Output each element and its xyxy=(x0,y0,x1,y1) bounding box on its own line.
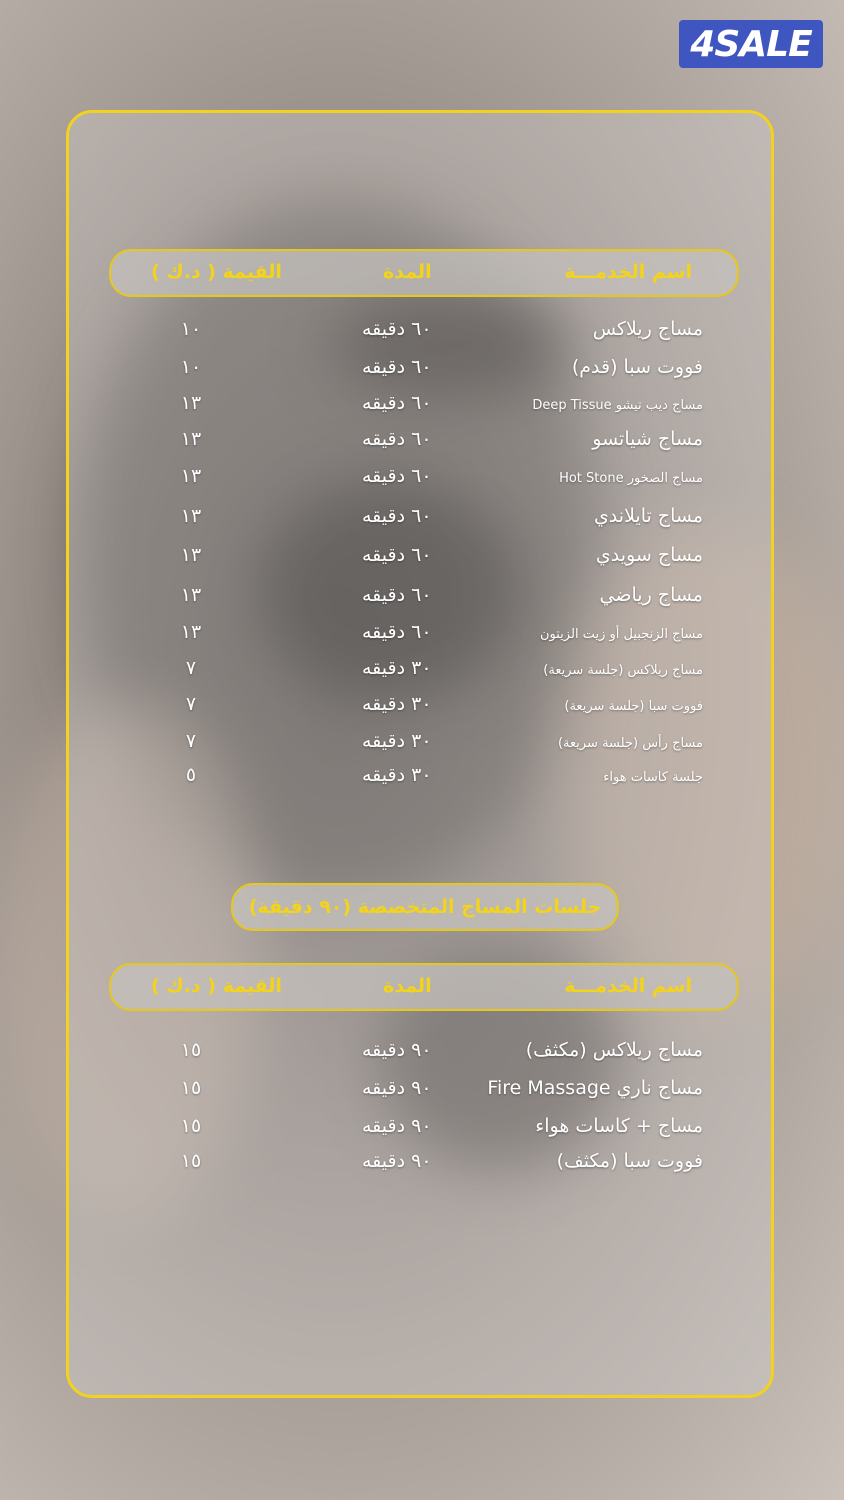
service-duration: ٦٠ دقيقه xyxy=(362,428,432,450)
service-price: ١٥ xyxy=(180,1039,202,1061)
service-duration: ٩٠ دقيقه xyxy=(362,1150,432,1172)
table-row xyxy=(109,760,739,792)
table-row xyxy=(109,1073,739,1105)
service-duration: ٦٠ دقيقه xyxy=(362,621,432,643)
service-price: ١٣ xyxy=(180,621,202,643)
service-price: ١٥ xyxy=(180,1150,202,1172)
table-row xyxy=(109,461,739,493)
service-name: مساج الزنجبيل أو زيت الزيتون xyxy=(540,627,703,642)
service-name: مساج رأس (جلسة سريعة) xyxy=(557,736,703,751)
service-duration: ٦٠ دقيقه xyxy=(362,544,432,566)
service-price: ١٣ xyxy=(180,428,202,450)
service-duration: ٦٠ دقيقه xyxy=(362,465,432,487)
table-row xyxy=(109,388,739,420)
service-name: مساج رياضي xyxy=(599,584,703,606)
service-duration: ٩٠ دقيقه xyxy=(362,1077,432,1099)
service-price: ١٣ xyxy=(180,465,202,487)
service-name: مساج ريلاكس xyxy=(592,318,703,340)
table-row xyxy=(109,617,739,649)
service-name: مساج سويدي xyxy=(595,544,703,566)
service-name: فووت سبا (قدم) xyxy=(571,356,703,378)
header-duration: المدة xyxy=(383,261,432,283)
header-duration: المدة xyxy=(383,975,432,997)
header-price: القيمة ( د.ك ) xyxy=(151,261,282,283)
service-duration: ٩٠ دقيقه xyxy=(362,1039,432,1061)
service-duration: ٣٠ دقيقه xyxy=(362,730,432,752)
service-name: مساج شياتسو xyxy=(592,428,703,450)
brand-logo: 4SALE xyxy=(679,20,823,68)
service-price: ١٥ xyxy=(180,1115,202,1137)
service-name: جلسة كاسات هواء xyxy=(603,770,703,785)
section-title: جلسات المساج المتخصصة (٩٠ دقيقة) xyxy=(231,883,619,931)
service-duration: ٦٠ دقيقه xyxy=(362,392,432,414)
table-row xyxy=(109,653,739,685)
table-row xyxy=(109,314,739,346)
service-price: ١٣ xyxy=(180,584,202,606)
service-name: مساج الصخور Hot Stone xyxy=(559,471,703,486)
table-row xyxy=(109,424,739,456)
service-name: مساج ريلاكس (مكثف) xyxy=(525,1039,703,1061)
service-price: ١٥ xyxy=(180,1077,202,1099)
table-row xyxy=(109,1035,739,1067)
service-duration: ٣٠ دقيقه xyxy=(362,764,432,786)
service-price: ١٣ xyxy=(180,505,202,527)
service-duration: ٣٠ دقيقه xyxy=(362,657,432,679)
table-row xyxy=(109,540,739,572)
table-row xyxy=(109,1111,739,1143)
table-row xyxy=(109,726,739,758)
table-header xyxy=(109,249,739,297)
service-duration: ٦٠ دقيقه xyxy=(362,584,432,606)
header-service-name: اسم الخدمـــة xyxy=(564,261,692,283)
service-duration: ٩٠ دقيقه xyxy=(362,1115,432,1137)
table-row xyxy=(109,580,739,612)
service-price: ١٠ xyxy=(180,318,202,340)
service-duration: ٦٠ دقيقه xyxy=(362,318,432,340)
service-price: ٧ xyxy=(185,657,197,679)
service-price: ٥ xyxy=(185,764,197,786)
service-duration: ٣٠ دقيقه xyxy=(362,693,432,715)
table-row xyxy=(109,352,739,384)
service-name: مساج ريلاكس (جلسة سريعة) xyxy=(543,663,703,678)
header-service-name: اسم الخدمـــة xyxy=(564,975,692,997)
header-price: القيمة ( د.ك ) xyxy=(151,975,282,997)
service-price: ٧ xyxy=(185,730,197,752)
table-row xyxy=(109,1146,739,1178)
service-name: فووت سبا (مكثف) xyxy=(556,1150,703,1172)
service-price: ١٣ xyxy=(180,544,202,566)
service-price: ٧ xyxy=(185,693,197,715)
service-duration: ٦٠ دقيقه xyxy=(362,505,432,527)
table-row xyxy=(109,689,739,721)
service-price: ١٠ xyxy=(180,356,202,378)
service-name: مساج + كاسات هواء xyxy=(535,1115,703,1137)
service-duration: ٦٠ دقيقه xyxy=(362,356,432,378)
table-row xyxy=(109,501,739,533)
service-name: فووت سبا (جلسة سريعة) xyxy=(564,699,703,714)
service-name: مساج تايلاندي xyxy=(593,505,703,527)
service-name: مساج ناري Fire Massage xyxy=(487,1077,703,1099)
service-name: مساج ديب تيشو Deep Tissue xyxy=(532,398,703,413)
service-price: ١٣ xyxy=(180,392,202,414)
table-header xyxy=(109,963,739,1011)
